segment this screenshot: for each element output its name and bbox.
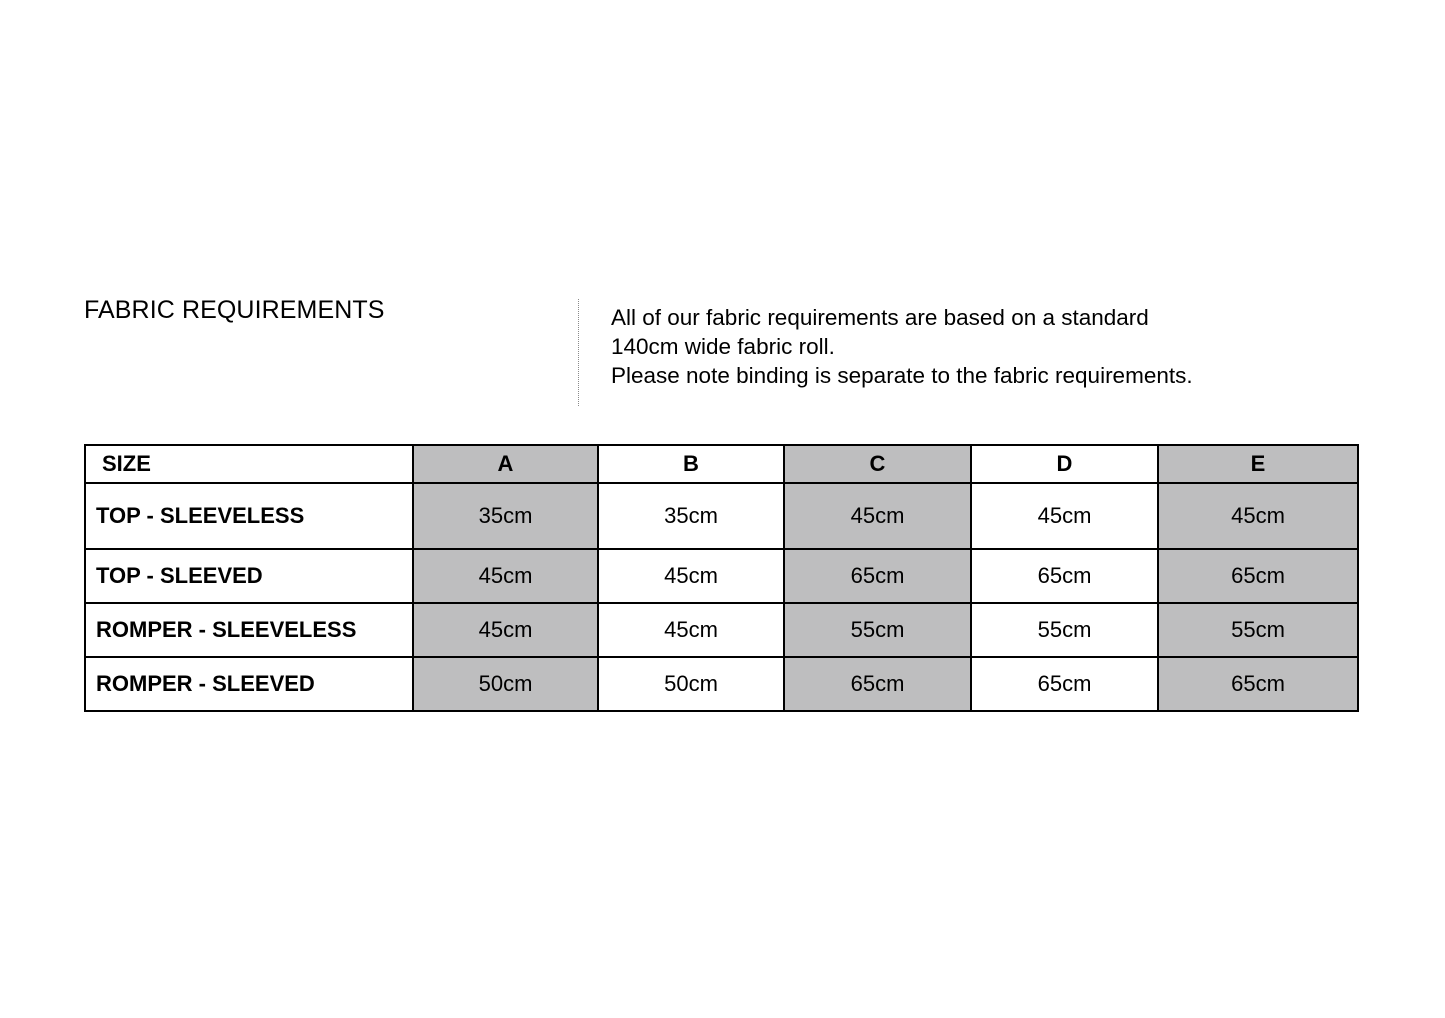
column-header-a: A: [413, 445, 598, 483]
table-row: [85, 483, 1358, 549]
table-cell: 45cm: [413, 549, 598, 603]
table-row: [85, 657, 1358, 711]
page-title: FABRIC REQUIREMENTS: [84, 296, 385, 324]
vertical-divider: [578, 299, 579, 406]
fabric-requirements-table: [84, 444, 1359, 712]
row-label: TOP - SLEEVED: [85, 549, 413, 603]
table-cell: 45cm: [598, 603, 784, 657]
size-header: SIZE: [85, 445, 413, 483]
table-cell: 35cm: [413, 483, 598, 549]
row-label: ROMPER - SLEEVED: [85, 657, 413, 711]
note-line: Please note binding is separate to the fabric requirements.: [611, 363, 1193, 388]
row-label: ROMPER - SLEEVELESS: [85, 603, 413, 657]
table-cell: 50cm: [413, 657, 598, 711]
table-cell: 65cm: [784, 549, 971, 603]
table-cell: 65cm: [971, 549, 1158, 603]
row-label: TOP - SLEEVELESS: [85, 483, 413, 549]
table-cell: 65cm: [784, 657, 971, 711]
table-cell: 50cm: [598, 657, 784, 711]
column-header-c: C: [784, 445, 971, 483]
table-row: [85, 603, 1358, 657]
column-header-d: D: [971, 445, 1158, 483]
note-line: 140cm wide fabric roll.: [611, 334, 835, 359]
table-cell: 45cm: [784, 483, 971, 549]
table-cell: 45cm: [1158, 483, 1358, 549]
table-cell: 65cm: [1158, 657, 1358, 711]
table-cell: 45cm: [971, 483, 1158, 549]
table-cell: 65cm: [971, 657, 1158, 711]
fabric-notes: [611, 303, 1193, 390]
table-cell: 55cm: [971, 603, 1158, 657]
table-cell: 55cm: [1158, 603, 1358, 657]
table-cell: 45cm: [413, 603, 598, 657]
table-row: [85, 549, 1358, 603]
table-cell: 65cm: [1158, 549, 1358, 603]
table-cell: 35cm: [598, 483, 784, 549]
table-cell: 55cm: [784, 603, 971, 657]
column-header-e: E: [1158, 445, 1358, 483]
table-cell: 45cm: [598, 549, 784, 603]
table-header-row: [85, 445, 1358, 483]
note-line: All of our fabric requirements are based on a standard: [611, 305, 1149, 330]
column-header-b: B: [598, 445, 784, 483]
